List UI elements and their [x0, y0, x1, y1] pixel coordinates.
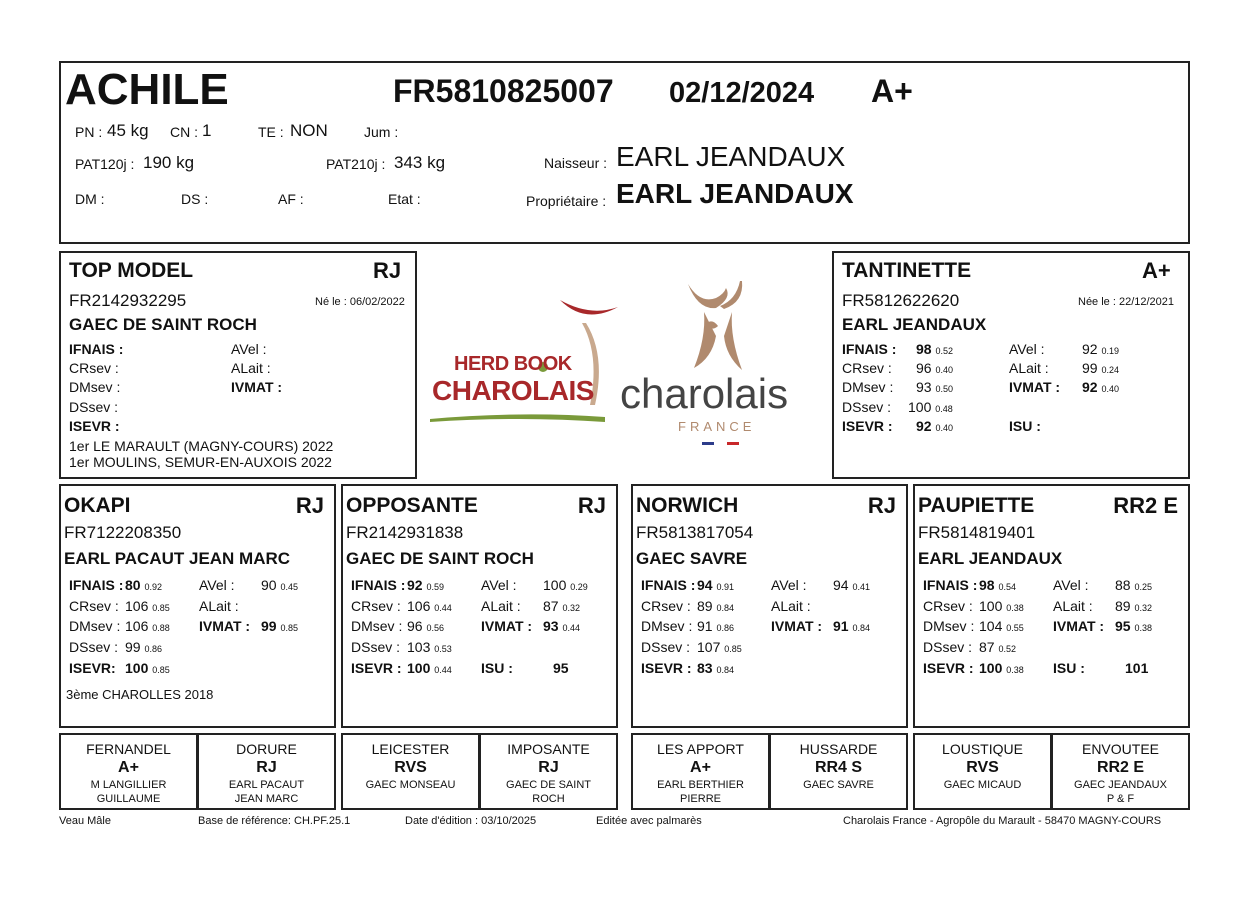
pn-value: 45 kg [107, 121, 149, 140]
ggp-owner-line2: P & F [1106, 793, 1135, 805]
dam-birthdate: Née le : 22/12/2021 [1078, 296, 1175, 308]
gp-owner: EARL PACAUT JEAN MARC [64, 549, 291, 568]
gp-isu-label: ISU : [1053, 660, 1085, 676]
gp-alait-label: ALait : [771, 598, 811, 614]
gp-avel-label: AVel : [771, 577, 807, 593]
gp-dmsev-label: DMsev : [69, 618, 121, 634]
ggp-grade: RJ [538, 759, 559, 776]
gp-crsev-value: 106 0.85 [125, 598, 170, 614]
gp-alait-label: ALait : [481, 598, 521, 614]
af-label: AF : [278, 191, 304, 207]
gp-grade: RR2 E [1113, 493, 1178, 518]
dam-dmsev-label: DMsev : [842, 379, 894, 395]
gp-alait-value: 87 0.32 [543, 598, 580, 614]
gp-dssev-value: 103 0.53 [407, 639, 452, 655]
ggp-name: LOUSTIQUE [942, 741, 1023, 757]
animal-date: 02/12/2024 [669, 77, 815, 109]
ggp-owner-line1: GAEC SAVRE [803, 779, 874, 791]
dam-isu-label: ISU : [1009, 418, 1041, 434]
gp-avel-label: AVel : [481, 577, 517, 593]
ggp-box [913, 733, 1052, 810]
gp-ifnais-label: IFNAIS : [923, 577, 978, 593]
herdbook-bottom-text: CHAROLAIS [432, 375, 594, 406]
charolais-france-logo [620, 278, 825, 453]
dam-crsev-label: CRsev : [842, 360, 892, 376]
ggp-owner-line1: EARL BERTHIER [657, 779, 744, 791]
ggp-owner-line2: ROCH [532, 793, 565, 805]
sire-palmares-1: 1er LE MARAULT (MAGNY-COURS) 2022 [69, 438, 334, 454]
ggp-box [59, 733, 198, 810]
ggp-grade: RR2 E [1096, 759, 1145, 776]
gp-owner: GAEC DE SAINT ROCH [346, 549, 534, 568]
france-word: FRANCE [678, 419, 756, 434]
gp-crsev-label: CRsev : [69, 598, 119, 614]
sire-id: FR2142932295 [69, 291, 187, 310]
charolais-word: charolais [620, 370, 789, 417]
gp-owner: EARL JEANDAUX [918, 549, 1063, 568]
ggp-grade: RR4 S [814, 759, 863, 776]
gp-dssev-label: DSsev : [69, 639, 119, 655]
gp-opposante-box [341, 484, 618, 728]
ggp-owner-line2: JEAN MARC [234, 793, 299, 805]
ggp-box [341, 733, 480, 810]
gp-dmsev-value: 96 0.56 [407, 618, 444, 634]
gp-dmsev-value: 91 0.86 [697, 618, 734, 634]
animal-id: FR5810825007 [393, 73, 614, 109]
dam-avel-value: 92 0.19 [1082, 341, 1119, 357]
ggp-name: ENVOUTEE [1081, 741, 1159, 757]
gp-dssev-label: DSsev : [351, 639, 401, 655]
ggp-owner-line2: GUILLAUME [96, 793, 161, 805]
ggp-name: DORURE [236, 741, 297, 757]
jum-label: Jum : [364, 124, 399, 140]
gp-crsev-value: 89 0.84 [697, 598, 734, 614]
gp-paupiette-box [913, 484, 1190, 728]
gp-crsev-label: CRsev : [351, 598, 401, 614]
gp-avel-value: 90 0.45 [261, 577, 298, 593]
dam-ifnais-value: 98 0.52 [916, 341, 953, 357]
cn-label: CN : [170, 124, 198, 140]
gp-ivmat-label: IVMAT : [199, 618, 251, 634]
sire-birthdate: Né le : 06/02/2022 [315, 296, 405, 308]
dam-isevr-label: ISEVR : [842, 418, 893, 434]
ggp-owner-line1: GAEC DE SAINT [506, 779, 591, 791]
gp-dssev-value: 99 0.86 [125, 639, 162, 655]
gp-dssev-label: DSsev : [641, 639, 691, 655]
herdbook-logo [430, 295, 620, 425]
gp-avel-value: 100 0.29 [543, 577, 588, 593]
animal-name: ACHILE [65, 65, 229, 114]
gp-alait-label: ALait : [199, 598, 239, 614]
dam-ifnais-label: IFNAIS : [842, 341, 897, 357]
gp-dssev-label: DSsev : [923, 639, 973, 655]
cn-value: 1 [202, 121, 212, 140]
gp-alait-label: ALait : [1053, 598, 1093, 614]
dam-id: FR5812622620 [842, 291, 960, 310]
dam-dssev-label: DSsev : [842, 399, 892, 415]
gp-name: OKAPI [64, 494, 131, 517]
gp-dmsev-label: DMsev : [641, 618, 693, 634]
dam-dssev-value: 100 0.48 [908, 399, 953, 415]
gp-ifnais-value: 80 0.92 [125, 577, 162, 593]
ds-label: DS : [181, 191, 209, 207]
gp-name: NORWICH [636, 494, 739, 517]
dam-dmsev-value: 93 0.50 [916, 379, 953, 395]
gp-dmsev-value: 106 0.88 [125, 618, 170, 634]
gp-owner: GAEC SAVRE [636, 549, 748, 568]
gp-isu-label: ISU : [481, 660, 513, 676]
gp-ivmat-value: 91 0.84 [833, 618, 870, 634]
dam-ivmat-value: 92 0.40 [1082, 379, 1119, 395]
ggp-name: IMPOSANTE [507, 741, 590, 757]
gp-ivmat-value: 95 0.38 [1115, 618, 1152, 634]
naisseur-value: EARL JEANDAUX [616, 141, 846, 172]
ggp-name: FERNANDEL [86, 741, 171, 757]
footer-address: Charolais France - Agropôle du Marault - 58470 MAGNY-COURS [843, 815, 1162, 827]
ggp-owner-line1: GAEC JEANDAUX [1074, 779, 1167, 791]
gp-isevr2-value: 100 0.44 [407, 660, 452, 676]
naisseur-label: Naisseur : [544, 155, 608, 171]
gp-id: FR5813817054 [636, 523, 754, 542]
gp-isevr-label: ISEVR: [69, 660, 116, 676]
gp-isu-value: 95 [553, 660, 569, 676]
ggp-box [769, 733, 908, 810]
gp-dssev-value: 107 0.85 [697, 639, 742, 655]
gp-isevr2-label: ISEVR : [351, 660, 402, 676]
animal-header-box [59, 61, 1190, 244]
pat210-value: 343 kg [394, 153, 446, 172]
gp-isevr2-label: ISEVR : [641, 660, 692, 676]
ggp-grade: A+ [118, 759, 139, 776]
sire-crsev-label: CRsev : [69, 360, 119, 376]
gp-avel-value: 88 0.25 [1115, 577, 1152, 593]
dam-alait-label: ALait : [1009, 360, 1049, 376]
proprietaire-value: EARL JEANDAUX [616, 178, 854, 209]
sire-owner: GAEC DE SAINT ROCH [69, 315, 257, 334]
sire-dssev-label: DSsev : [69, 399, 119, 415]
pn-label: PN : [75, 124, 103, 140]
ggp-box [1051, 733, 1190, 810]
dm-label: DM : [75, 191, 105, 207]
te-label: TE : [258, 124, 284, 140]
gp-ivmat-label: IVMAT : [1053, 618, 1105, 634]
gp-dmsev-value: 104 0.55 [979, 618, 1024, 634]
gp-avel-label: AVel : [1053, 577, 1089, 593]
ggp-owner-line1: EARL PACAUT [228, 779, 305, 791]
gp-id: FR7122208350 [64, 523, 182, 542]
ggp-grade: A+ [690, 759, 711, 776]
gp-isevr2-value: 100 0.38 [979, 660, 1024, 676]
sire-avel-label: AVel : [231, 341, 267, 357]
te-value: NON [290, 121, 328, 140]
sire-box [59, 251, 417, 479]
etat-label: Etat : [388, 191, 421, 207]
dam-grade: A+ [1142, 258, 1171, 283]
gp-norwich-box [631, 484, 908, 728]
gp-dmsev-label: DMsev : [351, 618, 403, 634]
gp-ivmat-value: 93 0.44 [543, 618, 580, 634]
dam-box [832, 251, 1190, 479]
gp-name: OPPOSANTE [346, 494, 478, 517]
gp-palmares: 3ème CHAROLLES 2018 [66, 687, 214, 702]
footer-base: Base de référence: CH.PF.25.1 [198, 815, 351, 827]
ggp-box [479, 733, 618, 810]
ggp-grade: RVS [394, 759, 427, 776]
animal-grade: A+ [871, 73, 913, 109]
sire-name: TOP MODEL [69, 259, 194, 282]
gp-grade: RJ [577, 493, 606, 518]
footer-sex: Veau Mâle [59, 815, 111, 827]
sire-alait-label: ALait : [231, 360, 271, 376]
dam-owner: EARL JEANDAUX [842, 315, 987, 334]
footer-edition-date: Date d'édition : 03/10/2025 [405, 815, 537, 827]
gp-grade: RJ [867, 493, 896, 518]
ggp-name: HUSSARDE [799, 741, 878, 757]
ggp-name: LEICESTER [371, 741, 450, 757]
dam-avel-label: AVel : [1009, 341, 1045, 357]
gp-avel-value: 94 0.41 [833, 577, 870, 593]
ggp-owner-line2: PIERRE [680, 793, 721, 805]
gp-okapi-box [59, 484, 336, 728]
gp-crsev-value: 100 0.38 [979, 598, 1024, 614]
gp-isevr2-value: 83 0.84 [697, 660, 734, 676]
gp-ivmat-value: 99 0.85 [261, 618, 298, 634]
ggp-owner-line1: M LANGILLIER [90, 779, 167, 791]
footer-palmares: Editée avec palmarès [596, 815, 702, 827]
pat120-label: PAT120j : [75, 156, 135, 172]
gp-ifnais-label: IFNAIS : [641, 577, 696, 593]
ggp-grade: RVS [966, 759, 999, 776]
ggp-name: LES APPORT [657, 741, 744, 757]
ggp-box [631, 733, 770, 810]
ggp-box [197, 733, 336, 810]
gp-isu-value: 101 [1125, 660, 1149, 676]
gp-ivmat-label: IVMAT : [481, 618, 533, 634]
gp-alait-value: 89 0.32 [1115, 598, 1152, 614]
sire-grade: RJ [373, 258, 402, 283]
gp-crsev-value: 106 0.44 [407, 598, 452, 614]
gp-dmsev-label: DMsev : [923, 618, 975, 634]
dam-ivmat-label: IVMAT : [1009, 379, 1061, 395]
ggp-owner-line1: GAEC MONSEAU [365, 779, 456, 791]
gp-isevr2-label: ISEVR : [923, 660, 974, 676]
pat120-value: 190 kg [143, 153, 195, 172]
proprietaire-label: Propriétaire : [526, 193, 607, 209]
pat210-label: PAT210j : [326, 156, 386, 172]
gp-ivmat-label: IVMAT : [771, 618, 823, 634]
gp-id: FR2142931838 [346, 523, 464, 542]
ggp-grade: RJ [256, 759, 277, 776]
sire-dmsev-label: DMsev : [69, 379, 121, 395]
sire-isevr-label: ISEVR : [69, 418, 120, 434]
gp-ifnais-value: 92 0.59 [407, 577, 444, 593]
sire-ifnais-label: IFNAIS : [69, 341, 124, 357]
gp-name: PAUPIETTE [918, 494, 1035, 517]
gp-isevr-value: 100 0.85 [125, 660, 170, 676]
sire-palmares-2: 1er MOULINS, SEMUR-EN-AUXOIS 2022 [69, 454, 332, 470]
gp-ifnais-label: IFNAIS : [69, 577, 124, 593]
herdbook-top-text: HERD BOOK [454, 353, 572, 375]
dam-alait-value: 99 0.24 [1082, 360, 1119, 376]
gp-id: FR5814819401 [918, 523, 1036, 542]
gp-ifnais-value: 94 0.91 [697, 577, 734, 593]
gp-dssev-value: 87 0.52 [979, 639, 1016, 655]
gp-crsev-label: CRsev : [641, 598, 691, 614]
dam-name: TANTINETTE [842, 259, 972, 282]
dam-crsev-value: 96 0.40 [916, 360, 953, 376]
sire-ivmat-label: IVMAT : [231, 379, 283, 395]
ggp-owner-line1: GAEC MICAUD [943, 779, 1022, 791]
gp-grade: RJ [295, 493, 324, 518]
gp-ifnais-value: 98 0.54 [979, 577, 1016, 593]
dam-isevr-value: 92 0.40 [916, 418, 953, 434]
gp-avel-label: AVel : [199, 577, 235, 593]
gp-ifnais-label: IFNAIS : [351, 577, 406, 593]
gp-crsev-label: CRsev : [923, 598, 973, 614]
